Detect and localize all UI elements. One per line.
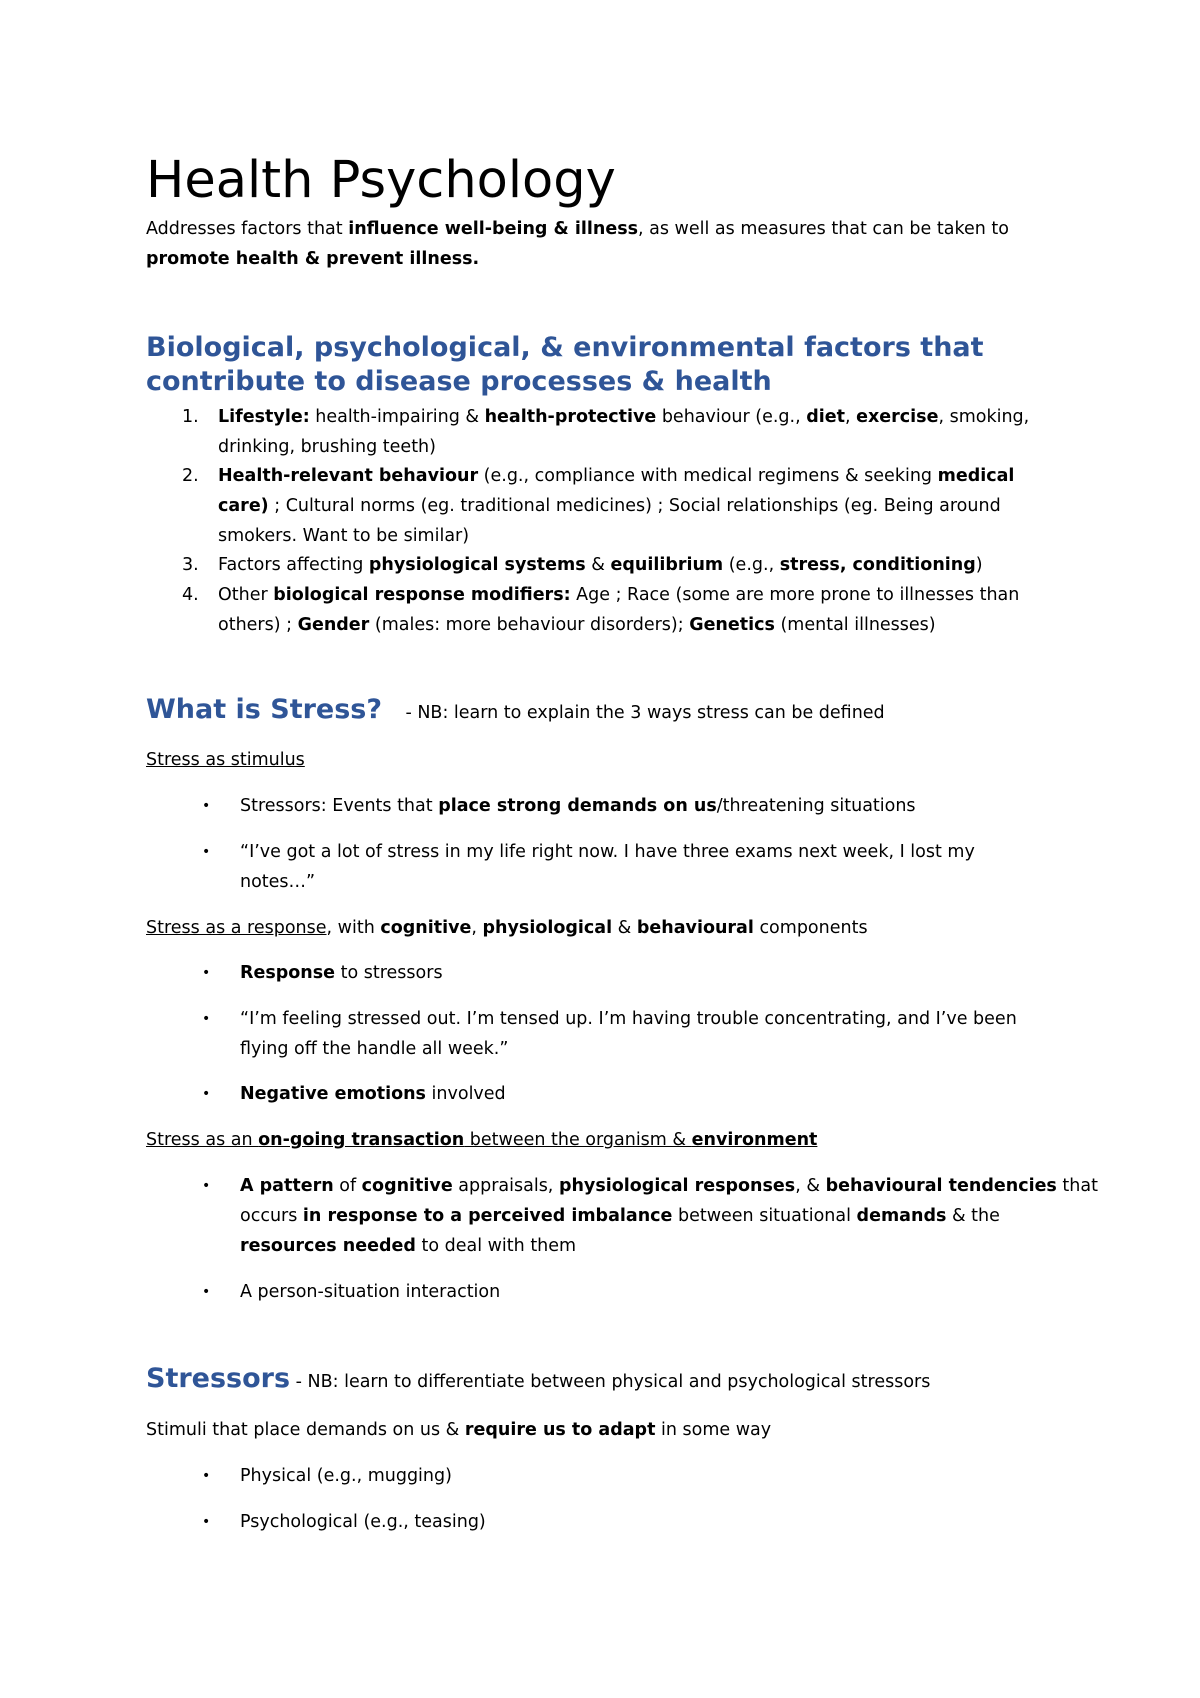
intro-bold: influence well-being & illness <box>348 219 639 239</box>
text: (males: more behaviour disorders); <box>369 615 690 635</box>
bold-text: exercise <box>856 407 939 427</box>
list-line <box>218 580 1098 610</box>
list-line: smokers. Want to be similar) <box>218 526 470 546</box>
section-heading-stress <box>146 693 885 730</box>
text: & the <box>946 1206 1000 1226</box>
text: of <box>333 1176 362 1196</box>
bold-text: biological response modifiers: <box>273 585 571 605</box>
text-line <box>240 1171 1100 1201</box>
intro-line-2 <box>146 244 479 274</box>
bold-text: A pattern <box>240 1176 334 1196</box>
text: to stressors <box>335 963 443 983</box>
bullet-icon: • <box>202 844 211 860</box>
text: Age ; Race (some are more prone to illnesses than <box>570 585 1020 605</box>
heading-line: contribute to disease processes & health <box>146 366 772 397</box>
text: Stressors: Events that <box>240 796 439 816</box>
bullet-icon: • <box>202 965 211 981</box>
list-number: 2. <box>182 466 199 486</box>
bullet-icon: • <box>202 1468 211 1484</box>
intro-line-1 <box>146 214 1009 244</box>
text: (e.g., compliance with medical regimens & seeking <box>478 466 938 486</box>
subheading-stimulus: Stress as stimulus <box>146 750 305 770</box>
intro-text: , as well as measures that can be taken to <box>638 219 1009 239</box>
bullet-icon: • <box>202 1178 211 1194</box>
heading-line: Biological, psychological, & environmental factors that <box>146 332 984 363</box>
text: “I’ve got a lot of stress in my life right now. I have three exams next week, I lost my <box>240 842 975 862</box>
bold-text: physiological responses <box>558 1176 796 1196</box>
bullet-text <box>240 837 1100 897</box>
subheading-response <box>146 913 868 943</box>
text: , with <box>326 918 381 938</box>
text: behaviour (e.g., <box>656 407 807 427</box>
text: ; Cultural norms (eg. traditional medicines) ; Social relationships (eg. Being around <box>268 496 1001 516</box>
text: (e.g., <box>723 555 780 575</box>
text: appraisals, <box>452 1176 559 1196</box>
bold-text: physiological systems <box>368 555 586 575</box>
text-line <box>240 1231 1100 1261</box>
bold-text: in response to a perceived imbalance <box>302 1206 673 1226</box>
bold-text: equilibrium <box>610 555 724 575</box>
text: in some way <box>655 1420 772 1440</box>
section-heading-factors <box>146 331 984 399</box>
bold-text: place strong demands on us <box>438 796 717 816</box>
bold-text: health-protective <box>484 407 657 427</box>
bold-text: environment <box>691 1130 818 1150</box>
bullet-text <box>240 1171 1100 1261</box>
section-heading-stressors <box>146 1362 930 1399</box>
heading-text: Stressors <box>146 1363 291 1394</box>
bullet-icon: • <box>202 1086 211 1102</box>
bold-text: diet <box>806 407 845 427</box>
bullet-icon: • <box>202 798 211 814</box>
bullet-icon: • <box>202 1011 211 1027</box>
text-line <box>240 1201 1100 1231</box>
bold-text: require us to adapt <box>464 1420 656 1440</box>
bold-text: behavioural <box>636 918 754 938</box>
subheading-transaction <box>146 1125 817 1155</box>
bold-text: Health-relevant behaviour <box>218 466 479 486</box>
text: between the organism & <box>464 1130 692 1150</box>
bullet-text <box>240 791 1100 821</box>
text: Stimuli that place demands on us & <box>146 1420 465 1440</box>
text: : learn to differentiate between physical and psychological stressors <box>332 1372 931 1392</box>
text: Factors affecting <box>218 555 369 575</box>
text: , <box>845 407 857 427</box>
bold-text: Response <box>240 963 336 983</box>
list-line <box>218 550 1098 580</box>
intro-bold: promote health & prevent illness. <box>146 249 480 269</box>
text: involved <box>425 1084 506 1104</box>
bullet-text: Psychological (e.g., teasing) <box>240 1512 486 1532</box>
heading-note <box>405 703 884 723</box>
bold-text: demands <box>856 1206 947 1226</box>
bold-text: cognitive <box>380 918 472 938</box>
heading-text: What is Stress? <box>146 694 383 725</box>
list-number: 3. <box>182 555 199 575</box>
list-line <box>218 461 1098 491</box>
bullet-text: A person-situation interaction <box>240 1282 501 1302</box>
text: , & <box>795 1176 826 1196</box>
underlined-text: Stress as a response <box>146 918 327 938</box>
text: - <box>290 1372 308 1392</box>
bold-text: Lifestyle: <box>218 407 310 427</box>
list-line <box>218 491 1098 521</box>
bold-text: behavioural tendencies <box>825 1176 1057 1196</box>
text: & <box>612 918 637 938</box>
text: flying off the handle all week.” <box>240 1039 509 1059</box>
list-number: 1. <box>182 407 199 427</box>
text: , <box>471 918 483 938</box>
text: ) <box>975 555 983 575</box>
text: that <box>1056 1176 1098 1196</box>
intro-text: Addresses factors that <box>146 219 349 239</box>
text: NB <box>417 703 443 723</box>
bold-text: care) <box>218 496 269 516</box>
text: between situational <box>672 1206 857 1226</box>
bold-text: Genetics <box>689 615 775 635</box>
text: Stress as an <box>146 1130 259 1150</box>
bold-text: medical <box>937 466 1015 486</box>
bullet-icon: • <box>202 1514 211 1530</box>
bold-text: cognitive <box>361 1176 453 1196</box>
list-line <box>218 402 1098 432</box>
text: NB <box>307 1372 333 1392</box>
text: /threatening situations <box>716 796 916 816</box>
bold-text: Negative emotions <box>240 1084 426 1104</box>
text: Other <box>218 585 274 605</box>
text: - <box>405 703 418 723</box>
bullet-text <box>240 1004 1100 1064</box>
bold-text: Gender <box>297 615 370 635</box>
list-number: 4. <box>182 585 199 605</box>
bullet-text <box>240 958 1100 988</box>
text: occurs <box>240 1206 303 1226</box>
heading-note <box>290 1372 930 1392</box>
bullet-icon: • <box>202 1284 211 1300</box>
text: notes…” <box>240 872 316 892</box>
text: “I’m feeling stressed out. I’m tensed up. I’m having trouble concentrating, and I’ve been <box>240 1009 1017 1029</box>
list-line: drinking, brushing teeth) <box>218 437 436 457</box>
bullet-text <box>240 1079 1100 1109</box>
bold-text: on-going transaction <box>258 1130 465 1150</box>
text: health-impairing & <box>309 407 485 427</box>
stressors-definition <box>146 1415 771 1445</box>
bullet-text: Physical (e.g., mugging) <box>240 1466 452 1486</box>
text: components <box>753 918 868 938</box>
bold-text: physiological <box>482 918 613 938</box>
page-title: Health Psychology <box>146 151 616 210</box>
bold-text: stress, conditioning <box>779 555 976 575</box>
text: & <box>585 555 611 575</box>
text: (mental illnesses) <box>774 615 936 635</box>
text: , smoking, <box>938 407 1030 427</box>
list-line <box>218 610 1098 640</box>
text: others) ; <box>218 615 298 635</box>
text: : learn to explain the 3 ways stress can be defined <box>442 703 885 723</box>
bold-text: resources needed <box>240 1236 416 1256</box>
text: to deal with them <box>415 1236 577 1256</box>
